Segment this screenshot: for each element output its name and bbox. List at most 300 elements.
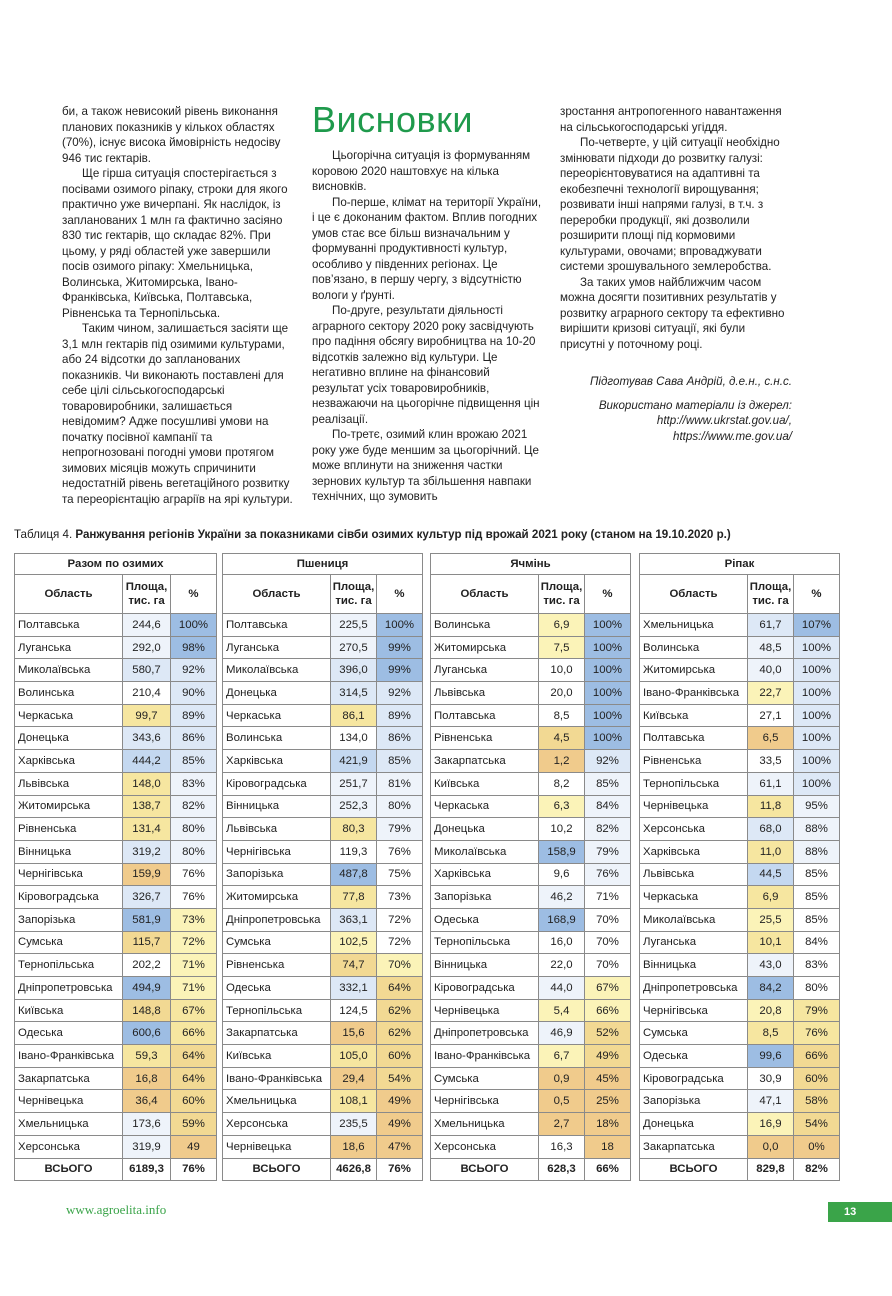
signature-block xyxy=(560,374,792,444)
region-cell: Запорізька xyxy=(431,886,539,909)
paragraph: Цьогорічна ситуація із формуванням коровою 2020 наштовхує на кілька висновків. xyxy=(312,149,531,193)
area-cell: 270,5 xyxy=(331,636,377,659)
area-cell: 115,7 xyxy=(123,931,171,954)
area-cell: 396,0 xyxy=(331,659,377,682)
percent-cell: 72% xyxy=(377,908,423,931)
region-cell: Харківська xyxy=(223,750,331,773)
percent-cell: 88% xyxy=(794,840,840,863)
area-cell: 8,2 xyxy=(539,772,585,795)
area-cell: 210,4 xyxy=(123,682,171,705)
area-cell: 44,5 xyxy=(748,863,794,886)
percent-cell: 86% xyxy=(171,727,217,750)
percent-cell: 72% xyxy=(171,931,217,954)
table-row xyxy=(15,659,217,682)
paragraph: За таких умов найближчим часом можна досягти позитивних результатів у розвитку аграрного сектору та ефективно вирішити кризові ситуації, які були присутні у поточному році. xyxy=(560,275,785,351)
table-row xyxy=(640,977,840,1000)
area-cell: 138,7 xyxy=(123,795,171,818)
table-row xyxy=(431,614,631,637)
table-winter-total xyxy=(14,553,217,1181)
table-row xyxy=(15,750,217,773)
table-row xyxy=(15,863,217,886)
region-cell: Київська xyxy=(223,1045,331,1068)
table-row xyxy=(15,704,217,727)
table-row xyxy=(15,795,217,818)
region-cell: Полтавська xyxy=(223,614,331,637)
percent-cell: 58% xyxy=(794,1090,840,1113)
area-cell: 251,7 xyxy=(331,772,377,795)
area-cell: 10,2 xyxy=(539,818,585,841)
region-cell: Рівненська xyxy=(15,818,123,841)
table-row xyxy=(640,704,840,727)
area-cell: 61,1 xyxy=(748,772,794,795)
area-cell: 77,8 xyxy=(331,886,377,909)
table-row xyxy=(640,727,840,750)
area-cell: 16,9 xyxy=(748,1113,794,1136)
table-row xyxy=(15,727,217,750)
area-cell: 33,5 xyxy=(748,750,794,773)
percent-cell: 100% xyxy=(794,682,840,705)
table-row xyxy=(431,908,631,931)
table-row xyxy=(640,863,840,886)
area-cell: 74,7 xyxy=(331,954,377,977)
table-row xyxy=(431,727,631,750)
area-cell: 15,6 xyxy=(331,1022,377,1045)
area-cell: 5,4 xyxy=(539,999,585,1022)
col-header-region: Область xyxy=(15,575,123,614)
area-cell: 29,4 xyxy=(331,1067,377,1090)
area-cell: 44,0 xyxy=(539,977,585,1000)
percent-cell: 100% xyxy=(794,772,840,795)
table-row xyxy=(431,840,631,863)
table-row xyxy=(640,795,840,818)
col-header-percent: % xyxy=(171,575,217,614)
area-cell: 59,3 xyxy=(123,1045,171,1068)
percent-cell: 60% xyxy=(794,1067,840,1090)
total-percent: 76% xyxy=(171,1158,217,1181)
region-cell: Чернівецька xyxy=(223,1135,331,1158)
region-cell: Сумська xyxy=(431,1067,539,1090)
area-cell: 600,6 xyxy=(123,1022,171,1045)
percent-cell: 71% xyxy=(171,954,217,977)
table-row xyxy=(640,886,840,909)
percent-cell: 100% xyxy=(585,682,631,705)
region-cell: Чернігівська xyxy=(223,840,331,863)
group-title: Ячмінь xyxy=(431,554,631,575)
source-link-2[interactable]: https://www.me.gov.ua/ xyxy=(673,429,792,443)
region-cell: Тернопільська xyxy=(431,931,539,954)
region-cell: Рівненська xyxy=(640,750,748,773)
area-cell: 252,3 xyxy=(331,795,377,818)
region-cell: Черкаська xyxy=(431,795,539,818)
area-cell: 11,8 xyxy=(748,795,794,818)
area-cell: 102,5 xyxy=(331,931,377,954)
region-cell: Чернігівська xyxy=(640,999,748,1022)
area-cell: 119,3 xyxy=(331,840,377,863)
region-cell: Луганська xyxy=(640,931,748,954)
area-cell: 99,6 xyxy=(748,1045,794,1068)
col-header-region: Область xyxy=(431,575,539,614)
region-cell: Київська xyxy=(431,772,539,795)
percent-cell: 76% xyxy=(794,1022,840,1045)
percent-cell: 98% xyxy=(171,636,217,659)
region-cell: Луганська xyxy=(431,659,539,682)
table-row xyxy=(15,1022,217,1045)
region-cell: Запорізька xyxy=(223,863,331,886)
area-cell: 10,0 xyxy=(539,659,585,682)
region-cell: Кіровоградська xyxy=(640,1067,748,1090)
table-row xyxy=(640,682,840,705)
area-cell: 158,9 xyxy=(539,840,585,863)
region-cell: Львівська xyxy=(223,818,331,841)
percent-cell: 18% xyxy=(585,1113,631,1136)
table-row xyxy=(640,614,840,637)
area-cell: 581,9 xyxy=(123,908,171,931)
table-row xyxy=(15,1067,217,1090)
area-cell: 6,7 xyxy=(539,1045,585,1068)
total-area: 628,3 xyxy=(539,1158,585,1181)
region-cell: Миколаївська xyxy=(223,659,331,682)
percent-cell: 59% xyxy=(171,1113,217,1136)
percent-cell: 80% xyxy=(794,977,840,1000)
area-cell: 25,5 xyxy=(748,908,794,931)
region-cell: Івано-Франківська xyxy=(15,1045,123,1068)
area-cell: 46,9 xyxy=(539,1022,585,1045)
area-cell: 319,2 xyxy=(123,840,171,863)
table-rapeseed xyxy=(639,553,840,1181)
table-row xyxy=(223,954,423,977)
percent-cell: 62% xyxy=(377,1022,423,1045)
region-cell: Тернопільська xyxy=(15,954,123,977)
area-cell: 11,0 xyxy=(748,840,794,863)
area-cell: 10,1 xyxy=(748,931,794,954)
table-row xyxy=(223,636,423,659)
table-row xyxy=(431,636,631,659)
percent-cell: 76% xyxy=(171,886,217,909)
area-cell: 2,7 xyxy=(539,1113,585,1136)
table-row xyxy=(640,1067,840,1090)
region-cell: Хмельницька xyxy=(223,1090,331,1113)
region-cell: Запорізька xyxy=(640,1090,748,1113)
table-barley xyxy=(430,553,631,1181)
table-row xyxy=(431,682,631,705)
area-cell: 444,2 xyxy=(123,750,171,773)
table-row xyxy=(15,931,217,954)
percent-cell: 100% xyxy=(794,704,840,727)
percent-cell: 85% xyxy=(585,772,631,795)
area-cell: 20,0 xyxy=(539,682,585,705)
table-row xyxy=(15,614,217,637)
area-cell: 173,6 xyxy=(123,1113,171,1136)
table-row xyxy=(431,659,631,682)
area-cell: 6,3 xyxy=(539,795,585,818)
table-row xyxy=(431,704,631,727)
table-row xyxy=(15,636,217,659)
table-row xyxy=(223,659,423,682)
table-row xyxy=(640,1113,840,1136)
table-row xyxy=(640,818,840,841)
table-caption xyxy=(14,528,731,541)
region-cell: Сумська xyxy=(15,931,123,954)
region-cell: Одеська xyxy=(223,977,331,1000)
percent-cell: 64% xyxy=(171,1067,217,1090)
area-cell: 148,8 xyxy=(123,999,171,1022)
region-cell: Харківська xyxy=(431,863,539,886)
table-row xyxy=(223,795,423,818)
total-row xyxy=(15,1158,217,1181)
area-cell: 0,5 xyxy=(539,1090,585,1113)
paragraph: По-друге, результати діяльності аграрного сектору 2020 року засвідчують про падіння обсягу виробництва на 10-20 відсотків залежно від культури. Це негативно вплине на фінансовий результат усіх товаровиробників, незважаючи на цьогорічне підвищення цін реалізації. xyxy=(312,304,540,426)
region-cell: Одеська xyxy=(640,1045,748,1068)
region-cell: Хмельницька xyxy=(15,1113,123,1136)
table-row xyxy=(223,704,423,727)
percent-cell: 60% xyxy=(171,1090,217,1113)
percent-cell: 99% xyxy=(377,636,423,659)
region-cell: Волинська xyxy=(640,636,748,659)
region-cell: Донецька xyxy=(15,727,123,750)
region-cell: Чернівецька xyxy=(431,999,539,1022)
percent-cell: 18 xyxy=(585,1135,631,1158)
table-row xyxy=(15,772,217,795)
total-label: ВСЬОГО xyxy=(223,1158,331,1181)
table-row xyxy=(15,908,217,931)
page-number-badge: 13 xyxy=(828,1202,892,1222)
region-cell: Харківська xyxy=(640,840,748,863)
area-cell: 16,3 xyxy=(539,1135,585,1158)
region-cell: Волинська xyxy=(431,614,539,637)
table-row xyxy=(223,1090,423,1113)
area-cell: 4,5 xyxy=(539,727,585,750)
table-row xyxy=(223,818,423,841)
table-row xyxy=(223,977,423,1000)
area-cell: 225,5 xyxy=(331,614,377,637)
percent-cell: 70% xyxy=(585,954,631,977)
region-cell: Івано-Франківська xyxy=(431,1045,539,1068)
percent-cell: 100% xyxy=(794,636,840,659)
total-label: ВСЬОГО xyxy=(15,1158,123,1181)
area-cell: 494,9 xyxy=(123,977,171,1000)
region-cell: Черкаська xyxy=(640,886,748,909)
table-row xyxy=(640,750,840,773)
region-cell: Дніпропетровська xyxy=(15,977,123,1000)
table-row xyxy=(223,863,423,886)
percent-cell: 100% xyxy=(377,614,423,637)
section-heading: Висновки xyxy=(312,99,474,140)
percent-cell: 72% xyxy=(377,931,423,954)
paragraph: По-третє, озимий клин врожаю 2021 року уже буде меншим за цьогорічний. Це може вплинути на зниження частки зернових культур та збільшення навпаки технічних, що зумовить xyxy=(312,428,539,503)
area-cell: 487,8 xyxy=(331,863,377,886)
footer-website-link[interactable]: www.agroelita.info xyxy=(66,1202,167,1217)
table-row xyxy=(431,1067,631,1090)
percent-cell: 66% xyxy=(794,1045,840,1068)
area-cell: 131,4 xyxy=(123,818,171,841)
sources-label: Використано матеріали із джерел: xyxy=(598,398,792,412)
area-cell: 6,5 xyxy=(748,727,794,750)
table-row xyxy=(15,1113,217,1136)
table-row xyxy=(431,931,631,954)
region-cell: Дніпропетровська xyxy=(431,1022,539,1045)
area-cell: 124,5 xyxy=(331,999,377,1022)
percent-cell: 95% xyxy=(794,795,840,818)
region-cell: Кіровоградська xyxy=(223,772,331,795)
area-cell: 134,0 xyxy=(331,727,377,750)
region-cell: Миколаївська xyxy=(15,659,123,682)
table-row xyxy=(431,750,631,773)
percent-cell: 70% xyxy=(377,954,423,977)
table-row xyxy=(15,977,217,1000)
area-cell: 159,9 xyxy=(123,863,171,886)
col-header-percent: % xyxy=(377,575,423,614)
percent-cell: 47% xyxy=(377,1135,423,1158)
area-cell: 36,4 xyxy=(123,1090,171,1113)
table-row xyxy=(640,999,840,1022)
table-row xyxy=(223,727,423,750)
percent-cell: 76% xyxy=(171,863,217,886)
percent-cell: 80% xyxy=(171,818,217,841)
col-header-area: Площа, тис. га xyxy=(123,575,171,614)
article-column-3 xyxy=(560,104,792,444)
area-cell: 40,0 xyxy=(748,659,794,682)
area-cell: 61,7 xyxy=(748,614,794,637)
table-row xyxy=(223,1113,423,1136)
percent-cell: 73% xyxy=(377,886,423,909)
table-row xyxy=(431,1135,631,1158)
article-column-1 xyxy=(62,104,294,507)
region-cell: Одеська xyxy=(15,1022,123,1045)
area-cell: 16,8 xyxy=(123,1067,171,1090)
percent-cell: 90% xyxy=(171,682,217,705)
table-wheat xyxy=(222,553,423,1181)
region-cell: Кіровоградська xyxy=(431,977,539,1000)
table-row xyxy=(223,614,423,637)
percent-cell: 71% xyxy=(171,977,217,1000)
table-row xyxy=(15,682,217,705)
area-cell: 105,0 xyxy=(331,1045,377,1068)
paragraph: зростання антропогенного навантаження на сільськогосподарські угіддя. xyxy=(560,105,782,134)
table-row xyxy=(431,999,631,1022)
region-cell: Харківська xyxy=(15,750,123,773)
author-signature: Підготував Сава Андрій, д.е.н., с.н.с. xyxy=(590,375,792,388)
region-cell: Полтавська xyxy=(15,614,123,637)
percent-cell: 84% xyxy=(585,795,631,818)
region-cell: Івано-Франківська xyxy=(223,1067,331,1090)
col-header-region: Область xyxy=(223,575,331,614)
percent-cell: 107% xyxy=(794,614,840,637)
area-cell: 0,9 xyxy=(539,1067,585,1090)
percent-cell: 49% xyxy=(377,1113,423,1136)
region-cell: Кіровоградська xyxy=(15,886,123,909)
table-row xyxy=(431,1090,631,1113)
area-cell: 343,6 xyxy=(123,727,171,750)
region-cell: Хмельницька xyxy=(640,614,748,637)
region-cell: Тернопільська xyxy=(640,772,748,795)
percent-cell: 52% xyxy=(585,1022,631,1045)
region-cell: Житомирська xyxy=(15,795,123,818)
percent-cell: 49 xyxy=(171,1135,217,1158)
area-cell: 108,1 xyxy=(331,1090,377,1113)
column-2-body xyxy=(312,148,544,505)
percent-cell: 79% xyxy=(377,818,423,841)
area-cell: 319,9 xyxy=(123,1135,171,1158)
col-header-area: Площа, тис. га xyxy=(331,575,377,614)
region-cell: Черкаська xyxy=(15,704,123,727)
column-3-body xyxy=(560,104,792,352)
percent-cell: 80% xyxy=(377,795,423,818)
region-cell: Херсонська xyxy=(223,1113,331,1136)
percent-cell: 79% xyxy=(585,840,631,863)
region-cell: Київська xyxy=(15,999,123,1022)
table-row xyxy=(223,840,423,863)
region-cell: Дніпропетровська xyxy=(640,977,748,1000)
group-title: Пшениця xyxy=(223,554,423,575)
percent-cell: 100% xyxy=(794,659,840,682)
table-row xyxy=(431,954,631,977)
table-row xyxy=(431,886,631,909)
col-header-area: Площа, тис. га xyxy=(748,575,794,614)
percent-cell: 0% xyxy=(794,1135,840,1158)
percent-cell: 80% xyxy=(171,840,217,863)
percent-cell: 75% xyxy=(377,863,423,886)
table-row xyxy=(640,840,840,863)
paragraph: По-перше, клімат на території України, і це є доконаним фактом. Вплив погодних умов стає все більш визначальним у формуванні продуктивності культур, особливо у південних регіонах. Це пов’язано, в першу чергу, з відсутністю вологи у ґрунті. xyxy=(312,195,542,302)
source-link-1[interactable]: http://www.ukrstat.gov.ua/, xyxy=(656,414,792,427)
table-row xyxy=(223,908,423,931)
table-row xyxy=(640,772,840,795)
area-cell: 80,3 xyxy=(331,818,377,841)
area-cell: 168,9 xyxy=(539,908,585,931)
table-row xyxy=(431,1045,631,1068)
percent-cell: 85% xyxy=(794,908,840,931)
region-cell: Сумська xyxy=(223,931,331,954)
percent-cell: 64% xyxy=(171,1045,217,1068)
area-cell: 8,5 xyxy=(539,704,585,727)
percent-cell: 100% xyxy=(794,727,840,750)
area-cell: 86,1 xyxy=(331,704,377,727)
region-cell: Сумська xyxy=(640,1022,748,1045)
percent-cell: 89% xyxy=(377,704,423,727)
region-cell: Волинська xyxy=(223,727,331,750)
region-cell: Одеська xyxy=(431,908,539,931)
region-cell: Хмельницька xyxy=(431,1113,539,1136)
region-cell: Закарпатська xyxy=(431,750,539,773)
table-row xyxy=(15,1090,217,1113)
percent-cell: 45% xyxy=(585,1067,631,1090)
region-cell: Херсонська xyxy=(431,1135,539,1158)
table-row xyxy=(223,886,423,909)
percent-cell: 100% xyxy=(585,614,631,637)
table-row xyxy=(640,1090,840,1113)
percent-cell: 71% xyxy=(585,886,631,909)
paragraph: Таким чином, залишається засіяти ще 3,1 млн гектарів під озимими культурами, або 24 відсотки до запланованих показників. Чи виконають поставлені для себе цілі сільськогосподарські товаровиробники, залишається невідомим? Адже посушливі умови на початку посівної кампанії та непрогнозовані погодні умови протягом зимових місяців можуть спричинити недостатній рівень вегетаційного розвитку та переорієнтацію аграріїв на ярі культури. xyxy=(62,322,293,506)
table-row xyxy=(15,999,217,1022)
percent-cell: 66% xyxy=(585,999,631,1022)
area-cell: 7,5 xyxy=(539,636,585,659)
region-cell: Запорізька xyxy=(15,908,123,931)
area-cell: 8,5 xyxy=(748,1022,794,1045)
table-row xyxy=(15,954,217,977)
percent-cell: 82% xyxy=(585,818,631,841)
area-cell: 46,2 xyxy=(539,886,585,909)
percent-cell: 83% xyxy=(794,954,840,977)
region-cell: Закарпатська xyxy=(15,1067,123,1090)
region-cell: Полтавська xyxy=(431,704,539,727)
percent-cell: 86% xyxy=(377,727,423,750)
percent-cell: 54% xyxy=(794,1113,840,1136)
table-row xyxy=(223,1045,423,1068)
table-row xyxy=(15,1045,217,1068)
percent-cell: 66% xyxy=(171,1022,217,1045)
col-header-area: Площа, тис. га xyxy=(539,575,585,614)
total-area: 4626,8 xyxy=(331,1158,377,1181)
